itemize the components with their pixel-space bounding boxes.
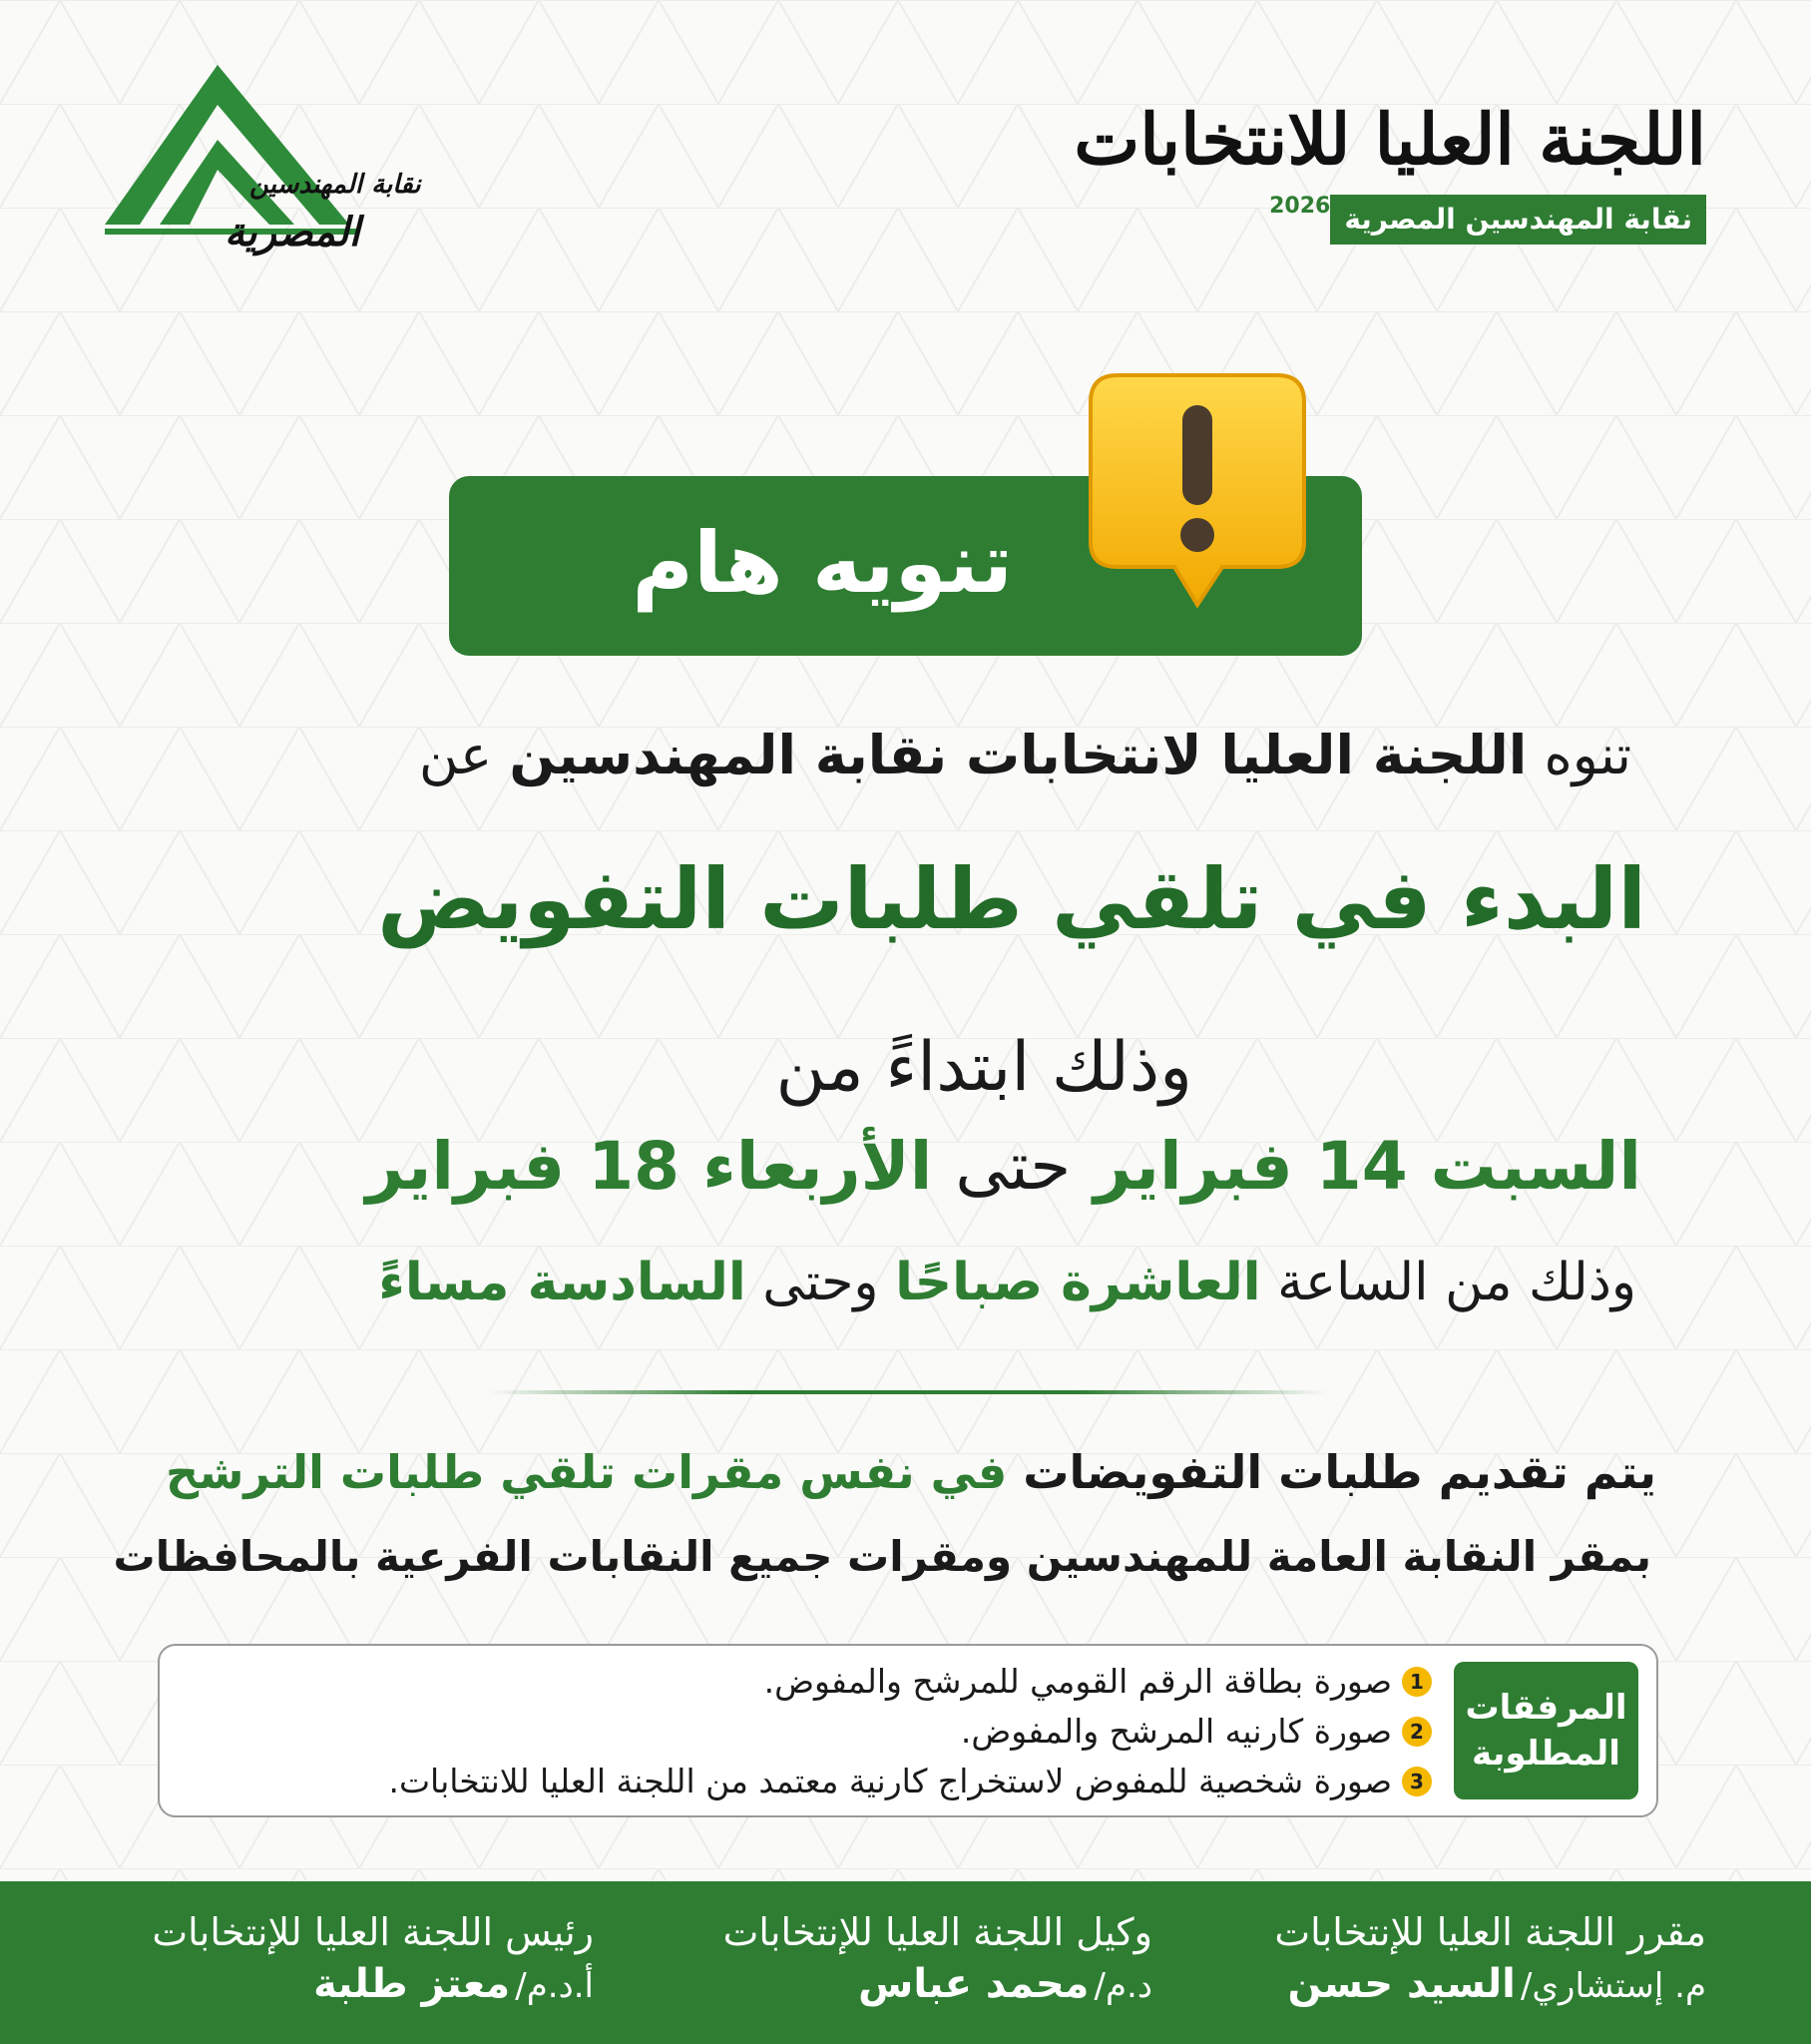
signatory-name: محمد عباس xyxy=(858,1961,1090,2007)
attachments-box xyxy=(158,1644,1658,1817)
signatory-chairman xyxy=(152,1903,594,2007)
item-text: صورة بطاقة الرقم القومي للمرشح والمفوض. xyxy=(763,1662,1392,1701)
announcement-hours xyxy=(378,1253,1636,1312)
committee-logo-subtitle: نقابة المهندسين المصرية xyxy=(1330,195,1706,245)
signatory-prefix: أ.د.م/ xyxy=(515,1966,594,2006)
signatory-name: السيد حسن xyxy=(1287,1961,1516,2007)
signatory-prefix: م. إستشاري/ xyxy=(1520,1966,1706,2006)
signatory-name: معتز طلبة xyxy=(313,1961,511,2007)
submission-part-a: يتم تقديم طلبات التفويضات xyxy=(1023,1445,1656,1499)
item-number-badge: 3 xyxy=(1402,1767,1432,1796)
signatory-deputy xyxy=(723,1903,1152,2007)
committee-logo xyxy=(1074,85,1706,264)
announcement-headline: البدء في تلقي طلبات التفويض xyxy=(377,850,1646,948)
locations-line: بمقر النقابة العامة للمهندسين ومقرات جميع النقابات الفرعية بالمحافظات xyxy=(113,1532,1651,1581)
footer-signatures xyxy=(0,1881,1811,2044)
line1-part-b: اللجنة العليا لانتخابات نقابة المهندسين xyxy=(509,724,1528,786)
until-word: حتى xyxy=(955,1128,1072,1205)
item-text: صورة كارنيه المرشح والمفوض. xyxy=(960,1712,1392,1751)
signatory-role: وكيل اللجنة العليا للإنتخابات xyxy=(722,1910,1152,1954)
announcement-line-1 xyxy=(419,724,1631,786)
announcement-dates xyxy=(366,1128,1641,1205)
signatory-role: رئيس اللجنة العليا للإنتخابات xyxy=(152,1910,594,1954)
hours-part-a: وذلك من الساعة xyxy=(1277,1253,1636,1312)
syndicate-logo xyxy=(100,60,449,279)
banner-title: تنويه هام xyxy=(632,514,1013,612)
line1-part-c: عن xyxy=(418,724,493,786)
hours-part-c: وحتى xyxy=(762,1253,879,1312)
announcement-line-3: وذلك ابتداءً من xyxy=(775,1028,1192,1107)
signatory-role: مقرر اللجنة العليا للإنتخابات xyxy=(1274,1910,1706,1954)
end-time: السادسة مساءً xyxy=(378,1253,746,1312)
signatory-prefix: د.م/ xyxy=(1094,1966,1152,2006)
start-date: السبت 14 فبراير xyxy=(1094,1128,1641,1205)
signatory-rapporteur xyxy=(1274,1903,1706,2007)
syndicate-logo-line2: المصرية xyxy=(225,210,360,256)
end-date: الأربعاء 18 فبراير xyxy=(365,1128,933,1205)
list-item xyxy=(764,1662,1432,1701)
start-time: العاشرة صباحًا xyxy=(895,1253,1261,1312)
list-item xyxy=(961,1712,1432,1751)
exclamation-speech-bubble-icon xyxy=(1083,367,1312,617)
committee-logo-title: اللجنة العليا للانتخابات xyxy=(1074,98,1706,181)
submission-part-b: في نفس مقرات تلقي طلبات الترشح xyxy=(166,1445,1008,1499)
attachments-label-line1: المرفقات xyxy=(1465,1688,1627,1728)
submission-line xyxy=(166,1445,1656,1499)
item-text: صورة شخصية للمفوض لاستخراج كارنية معتمد من اللجنة العليا للانتخابات. xyxy=(388,1762,1392,1800)
attachments-label-line2: المطلوبة xyxy=(1472,1734,1620,1774)
list-item xyxy=(388,1762,1432,1800)
syndicate-logo-line1: نقابة المهندسين xyxy=(249,170,421,200)
attachments-label xyxy=(1454,1662,1638,1799)
item-number-badge: 2 xyxy=(1402,1717,1432,1747)
item-number-badge: 1 xyxy=(1402,1667,1432,1697)
divider xyxy=(489,1390,1327,1394)
committee-logo-year: 2026 xyxy=(1269,194,1331,219)
line1-part-a: تنوه xyxy=(1544,724,1631,786)
